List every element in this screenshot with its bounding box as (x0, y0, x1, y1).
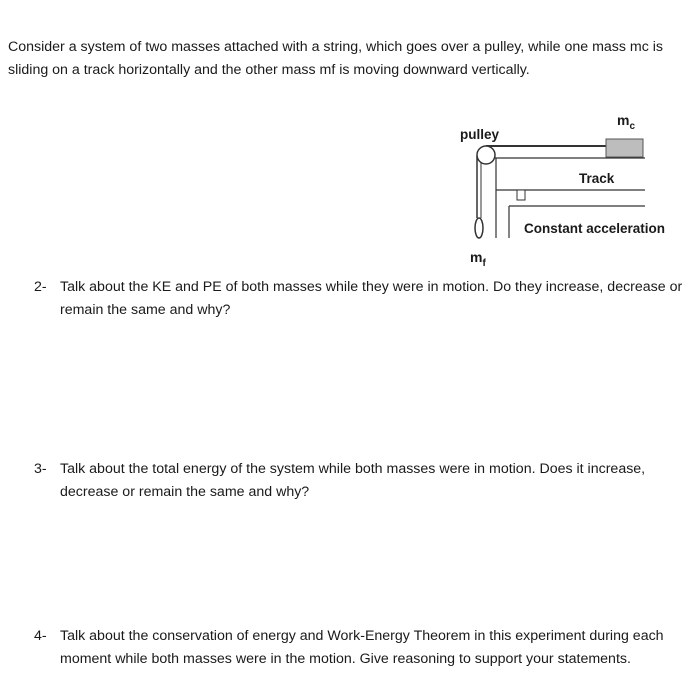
constant-acceleration-label: Constant acceleration (524, 221, 666, 236)
question-4 (34, 625, 684, 671)
question-text: Talk about the KE and PE of both masses while they were in motion. Do they increase, decrease or remain the same and why? (60, 279, 683, 318)
question-3 (34, 458, 684, 504)
question-number: 4- (34, 628, 47, 644)
pulley-wheel (477, 146, 495, 164)
mc-subscript: c (629, 121, 636, 132)
question-2 (34, 276, 684, 322)
mass-mc-block (606, 139, 643, 157)
mf-letter: m (470, 249, 483, 265)
track-label: Track (579, 171, 615, 186)
intro-paragraph: Consider a system of two masses attached with a string, which goes over a pulley, while one mass mc is sliding on a track horizontally and the other mass mf is moving downward vertically. (8, 39, 664, 78)
question-number: 2- (34, 279, 47, 295)
pulley-diagram (0, 0, 700, 280)
mc-label (617, 112, 635, 132)
question-number: 3- (34, 461, 47, 477)
mass-mf (475, 218, 483, 238)
question-text: Talk about the total energy of the system while both masses were in motion. Does it increase, decrease or remain the same and why? (60, 461, 646, 500)
track-clamp (517, 190, 525, 200)
mc-letter: m (617, 112, 630, 128)
pulley-label: pulley (460, 127, 500, 142)
mf-label (470, 249, 486, 269)
mf-subscript: f (482, 258, 486, 269)
question-text: Talk about the conservation of energy and Work-Energy Theorem in this experiment during each moment while both masses were in the motion. Give reasoning to support your statements. (60, 628, 664, 667)
